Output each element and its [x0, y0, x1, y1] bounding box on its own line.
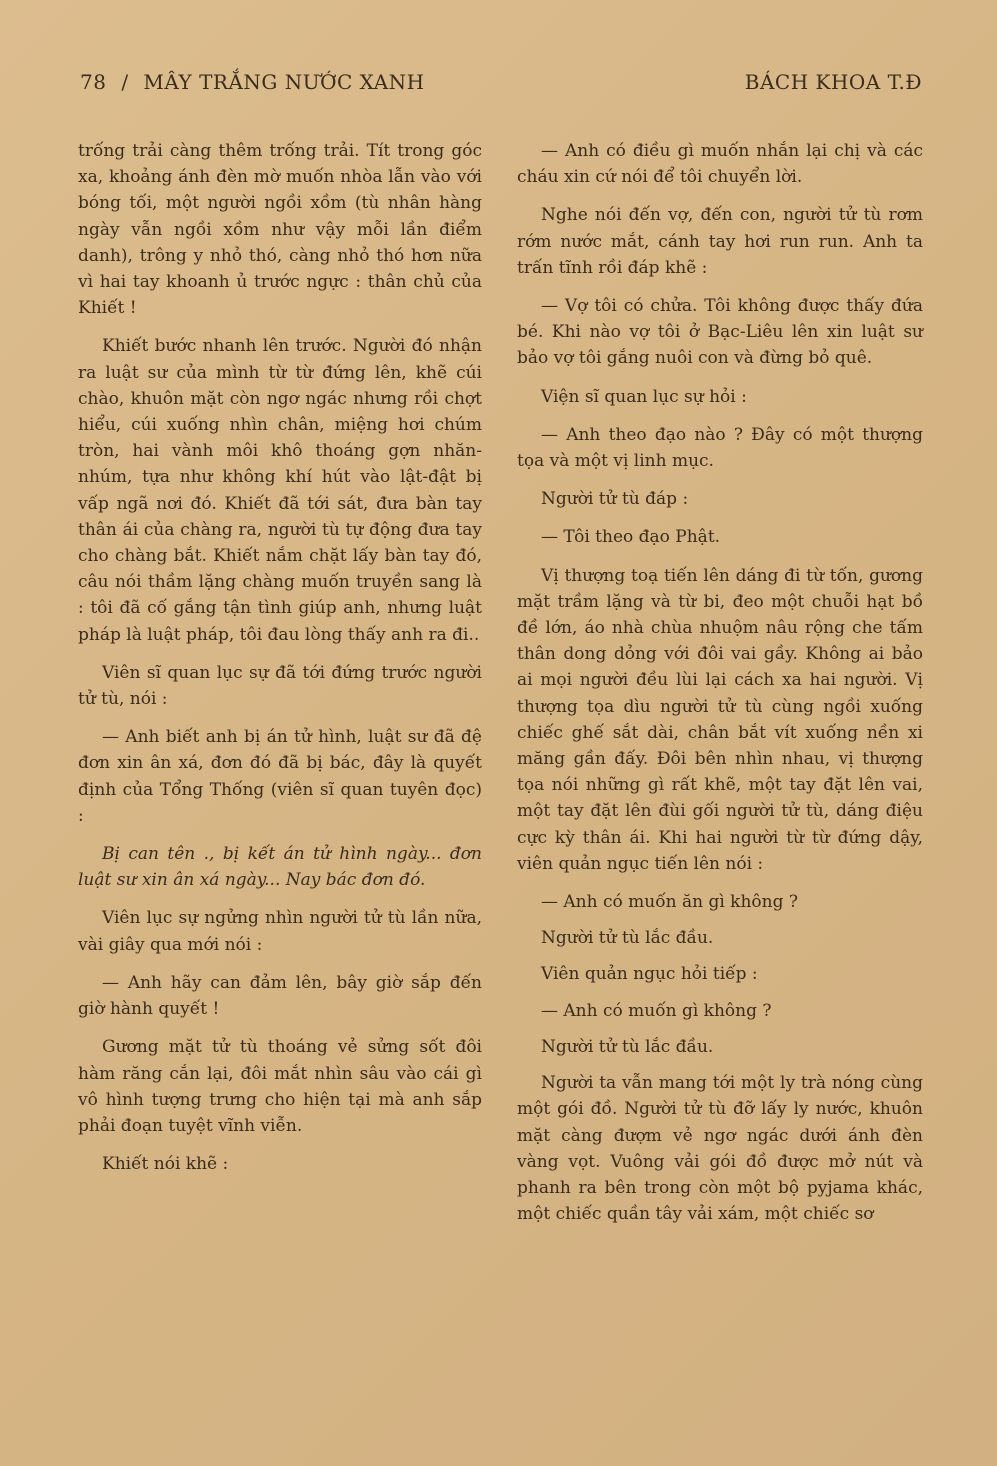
left-column — [78, 138, 482, 1189]
paragraph: Khiết nói khẽ : — [102, 1154, 229, 1175]
paragraph: Viên quản ngục hỏi tiếp : — [541, 964, 758, 985]
paragraph: — Anh có điều gì muốn nhắn lại chị và các cháu xin cứ nói để tôi chuyển lời. — [517, 141, 923, 188]
paragraph: Gương mặt tử tù thoáng vẻ sửng sốt đôi hàm răng cắn lại, đôi mắt nhìn sâu vào cái gì vô hình tượng trưng cho hiện tại mà anh sắp phải đoạn tuyệt vĩnh viễn. — [78, 1037, 482, 1136]
paragraph: Nghe nói đến vợ, đến con, người tử tù rơm rớm nước mắt, cánh tay hơi run run. Anh ta trấn tĩnh rồi đáp khẽ : — [517, 205, 923, 278]
paragraph: — Vợ tôi có chửa. Tôi không được thấy đứa bé. Khi nào vợ tôi ở Bạc-Liêu lên xin luật sư bảo vợ tôi gắng nuôi con và đừng bỏ quê. — [517, 296, 923, 369]
paragraph: Người ta vẫn mang tới một ly trà nóng cùng một gói đồ. Người tử tù đỡ lấy ly nước, khuôn mặt càng đượm vẻ ngơ ngác dưới ánh đèn vàng vọt. Vuông vải gói đồ được mở nút và phanh ra bên trong còn một bộ pyjama khác, một chiếc quần tây vải xám, một chiếc sơ — [517, 1073, 923, 1225]
paragraph: Người tử tù đáp : — [541, 489, 689, 510]
paragraph: Viên sĩ quan lục sự đã tới đứng trước người tử tù, nói : — [78, 662, 482, 710]
paragraph: Bị can tên ., bị kết án tử hình ngày... đơn luật sư xin ân xá ngày... Nay bác đơn đó. — [78, 844, 482, 891]
paragraph: Viên lục sự ngửng nhìn người tử tù lần nữa, vài giây qua mới nói : — [78, 908, 482, 955]
book-title: MÂY TRẮNG NƯỚC XANH — [143, 70, 425, 94]
page-number: 78 — [80, 70, 107, 94]
paragraph: — Tôi theo đạo Phật. — [541, 527, 721, 548]
paragraph: — Anh hãy can đảm lên, bây giờ sắp đến giờ hành quyết ! — [78, 972, 482, 1020]
publication-name: BÁCH KHOA T.Đ — [744, 70, 922, 94]
header-separator: / — [121, 70, 129, 94]
paragraph: — Anh theo đạo nào ? Đây có một thượng tọa và một vị linh mục. — [517, 424, 923, 472]
paragraph: — Anh có muốn ăn gì không ? — [541, 892, 799, 913]
paragraph: — Anh biết anh bị án tử hình, luật sư đã đệ đơn xin ân xá, đơn đó đã bị bác, đây là quyết định của Tổng Thống (viên sĩ quan tuyên đọc) : — [78, 727, 482, 826]
header-left — [80, 70, 433, 94]
paragraph: — Anh có muốn gì không ? — [541, 1000, 772, 1021]
paragraph: Khiết bước nhanh lên trước. Người đó nhận ra luật sư của mình từ từ đứng lên, khẽ cúi chào, khuôn mặt còn ngơ ngác nhưng rồi chợt hiểu, cúi xuống nhìn chân, miệng hơi chúm tròn, hai vành môi khô thoáng gợn nhăn-nhúm, tựa như không khí hút vào lật-đật bị vấp ngã nơi đó. Khiết đã tới sát, đưa bàn tay thân ái của chàng ra, người tù tự động đưa tay cho chàng bắt. Khiết nắm chặt lấy bàn tay đó, câu nói thầm lặng chàng muốn truyền sang là : tôi đã cố gắng tận tình giúp anh, nhưng luật pháp là luật pháp, tôi đau lòng thấy anh ra đi.. — [78, 336, 482, 645]
paragraph: Người tử tù lắc đầu. — [541, 1036, 714, 1057]
paragraph: Vị thượng toạ tiến lên dáng đi từ tốn, gương mặt trầm lặng và từ bi, đeo một chuỗi hạt bồ đề lớn, áo nhà chùa nhuộm nâu rộng che tấm thân dong dỏng với đôi vai gầy. Không ai bảo ai mọi người đều lùi lại cách xa hai người. Vị thượng tọa dìu người tử tù cùng ngồi xuống chiếc ghế sắt dài, chân bắt vít xuống nền xi măng gần đấy. Đôi bên nhìn nhau, vị thượng tọa nói những gì rất khẽ, một tay đặt lên vai, một tay đặt lên đùi gối người tử tù, dáng điệu cực kỳ thân ái. Khi hai người từ từ đứng dậy, viên quản ngục tiến lên nói : — [517, 565, 923, 874]
right-column — [517, 138, 923, 1239]
paragraph: Viện sĩ quan lục sự hỏi : — [541, 386, 747, 407]
running-header — [80, 70, 922, 94]
paragraph: trống trải càng thêm trống trải. Tít trong góc xa, khoảng ánh đèn mờ muốn nhòa lẫn vào với bóng tối, một người ngồi xồm (tù nhân hàng ngày vẫn ngồi xồm như vậy mỗi lần điểm danh), trông y nhỏ thó, càng nhỏ thó hơn nữa vì hai tay khoanh ủ trước ngực : thân chủ của Khiết ! — [78, 141, 482, 319]
paragraph: Người tử tù lắc đầu. — [541, 928, 714, 949]
